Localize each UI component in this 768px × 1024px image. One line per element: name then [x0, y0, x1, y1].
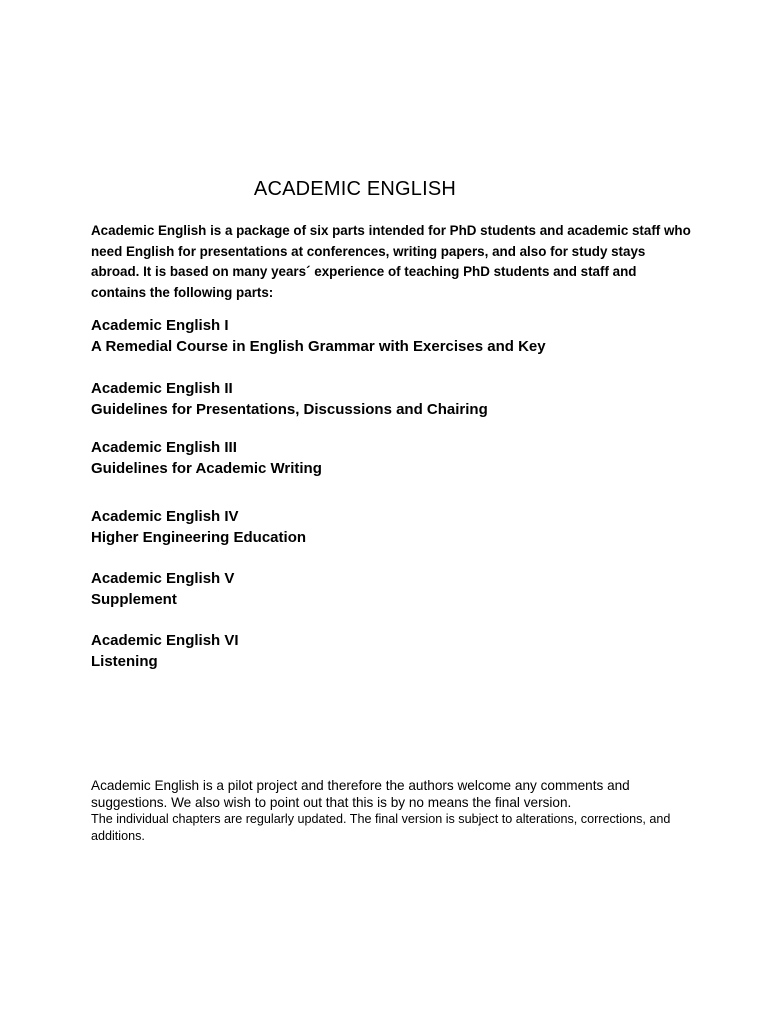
- part-entry-1: [91, 315, 711, 357]
- part-entry-5: [91, 568, 711, 610]
- part-subtitle: Guidelines for Academic Writing: [91, 460, 322, 477]
- part-entry-2: [91, 378, 711, 420]
- part-subtitle: Supplement: [91, 591, 177, 608]
- footer-note: [91, 777, 691, 845]
- part-entry-4: [91, 506, 711, 548]
- part-entry-6: [91, 630, 711, 672]
- footer-paragraph: Academic English is a pilot project and therefore the authors welcome any comments and suggestions. We also wish to point out that this is by no means the final version.: [91, 778, 630, 810]
- part-name: Academic English IV: [91, 508, 239, 525]
- page-title: ACADEMIC ENGLISH: [253, 178, 457, 200]
- part-entry-3: [91, 437, 711, 479]
- footer-paragraph: The individual chapters are regularly updated. The final version is subject to alterations, corrections, and additions.: [91, 812, 671, 843]
- intro-paragraph: Academic English is a package of six parts intended for PhD students and academic staff who need English for presentations at conferences, writing papers, and also for study stays abroad. It is based on many years´ experience of teaching PhD students and staff and contains the following parts:: [91, 223, 691, 300]
- part-subtitle: Listening: [91, 653, 158, 670]
- part-name: Academic English I: [91, 317, 229, 334]
- part-name: Academic English V: [91, 570, 235, 587]
- part-name: Academic English II: [91, 380, 233, 397]
- part-subtitle: Higher Engineering Education: [91, 529, 307, 546]
- part-name: Academic English III: [91, 439, 237, 456]
- part-subtitle: A Remedial Course in English Grammar with Exercises and Key: [91, 338, 546, 355]
- part-name: Academic English VI: [91, 632, 239, 649]
- part-subtitle: Guidelines for Presentations, Discussions and Chairing: [91, 401, 488, 418]
